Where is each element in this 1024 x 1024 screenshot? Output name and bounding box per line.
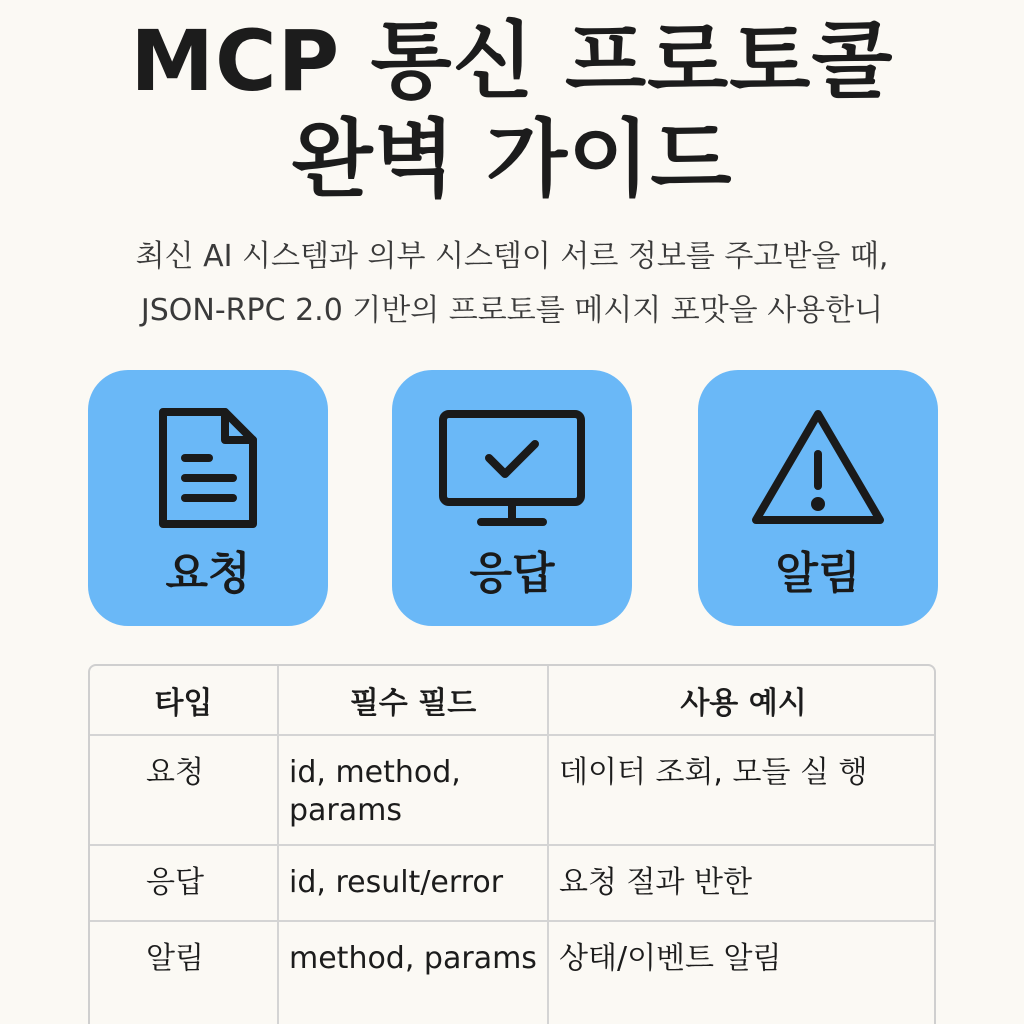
page-title	[0, 12, 1024, 208]
table-header-row	[90, 666, 936, 735]
card-notification	[698, 370, 938, 626]
card-response	[392, 370, 632, 626]
title-line-2: 완벽 가이드	[291, 110, 733, 208]
table-row	[90, 735, 936, 845]
card-request-label: 요청	[165, 548, 251, 599]
cell-example: 상태/이벤트 알림	[559, 941, 782, 976]
cell-type: 알림	[90, 921, 278, 1024]
card-notification-label: 알림	[775, 548, 861, 599]
cell-fields: id, result/error	[278, 845, 548, 921]
cell-fields: method, params	[278, 921, 548, 1024]
monitor-check-icon	[392, 406, 632, 536]
cell-example: 요청 절과 반한	[548, 845, 936, 921]
document-icon	[88, 406, 328, 536]
header-type: 타입	[90, 666, 278, 735]
page-subtitle	[0, 230, 1024, 338]
card-response-label: 응답	[469, 548, 555, 599]
message-type-cards	[88, 370, 938, 626]
cell-type: 응답	[90, 845, 278, 921]
subtitle-line-2: JSON-RPC 2.0 기반의 프로토를 메시지 포맛을 사용한니	[140, 293, 884, 328]
cell-fields: id, method, params	[278, 735, 548, 845]
subtitle-line-1: 최신 AI 시스템과 의부 시스템이 서르 정보를 주고받을 때,	[135, 239, 889, 274]
card-request	[88, 370, 328, 626]
header-required-fields: 필수 필드	[278, 666, 548, 735]
warning-icon	[698, 406, 938, 536]
cell-type: 요청	[90, 735, 278, 845]
title-line-1: MCP 통신 프로토콜	[130, 12, 894, 110]
header-usage-example: 사용 예시	[548, 666, 936, 735]
message-type-table	[88, 664, 936, 1024]
table-row	[90, 921, 936, 1024]
cell-example: 데이터 조회, 모들 실 행	[548, 735, 936, 845]
table-row	[90, 845, 936, 921]
